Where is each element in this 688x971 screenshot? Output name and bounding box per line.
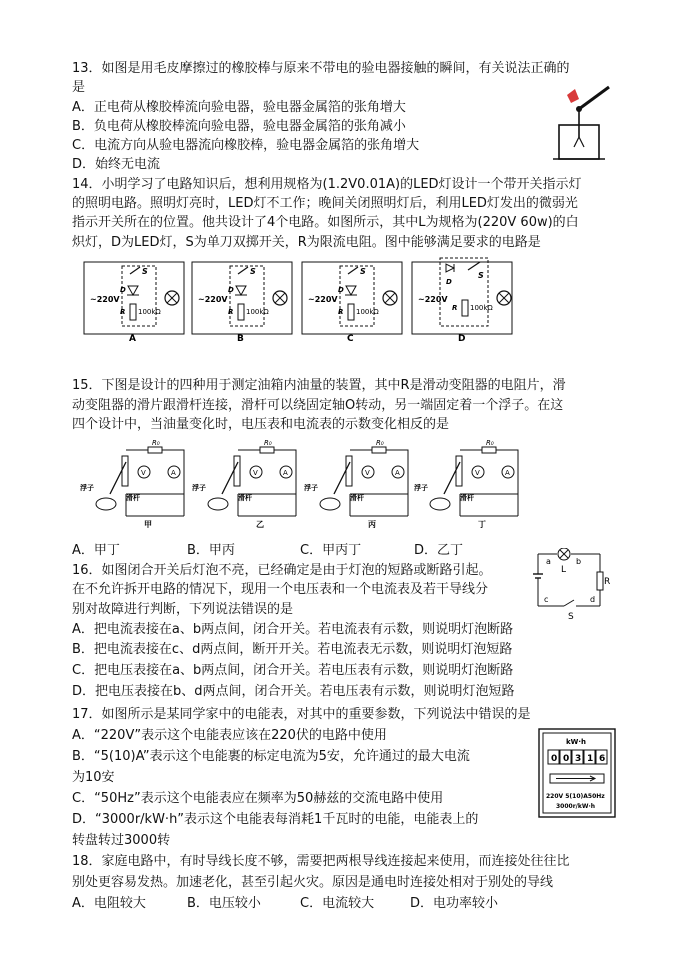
q16-lamp-label: L bbox=[561, 565, 567, 575]
q16-option-a: A．把电流表接在a、b两点间，闭合开关。若电流表有示数，则说明灯泡断路 bbox=[72, 622, 514, 637]
oil-gauge-jia bbox=[80, 438, 192, 528]
meter-digit-4: 1 bbox=[587, 754, 594, 764]
ding-r0-label: R₀ bbox=[486, 439, 494, 447]
circuit-b-led-label: D bbox=[228, 286, 234, 294]
q13-option-b: B．负电荷从橡胶棒流向验电器，验电器金属箔的张角减小 bbox=[72, 119, 406, 134]
yi-voltmeter-label: V bbox=[253, 469, 258, 477]
q13-option-d: D．始终无电流 bbox=[72, 157, 161, 172]
circuit-b-resistor-label: R bbox=[228, 308, 234, 316]
bing-float-label: 浮子 bbox=[304, 484, 318, 492]
jia-float-label: 浮子 bbox=[80, 484, 94, 492]
circuit-a-caption: A bbox=[129, 334, 136, 342]
q18-option-a: A．电阻较大 bbox=[72, 896, 146, 911]
q15-option-c: C．甲丙丁 bbox=[300, 543, 362, 558]
jia-voltmeter-label: V bbox=[141, 469, 146, 477]
circuit-c-led-label: D bbox=[338, 286, 344, 294]
oil-gauge-bing bbox=[304, 438, 416, 528]
q16-option-d: D．把电压表接在b、d两点间，闭合开关。若电压表有示数，则说明灯泡短路 bbox=[72, 684, 515, 699]
q16-point-a: a bbox=[546, 557, 551, 566]
meter-digit-2: 0 bbox=[563, 754, 570, 764]
q14-line1: 14．小明学习了电路知识后，想利用规格为(1.2V0.01A)的LED灯设计一个带开关指示灯 bbox=[72, 177, 582, 192]
q13-option-c: C．电流方向从验电器流向橡胶棒，验电器金属箔的张角增大 bbox=[72, 138, 420, 153]
bing-ammeter-label: A bbox=[395, 469, 400, 477]
circuit-c-resistor-value: 100kΩ bbox=[356, 308, 379, 316]
jia-rod-label: 滑杆 bbox=[126, 494, 140, 502]
yi-caption: 乙 bbox=[256, 520, 264, 528]
q16-line2: 在不允许拆开电路的情况下，现用一个电压表和一个电流表及若干导线分 bbox=[72, 582, 489, 597]
q13-stem-line2: 是 bbox=[72, 80, 86, 95]
q18-option-c: C．电流较大 bbox=[300, 896, 375, 911]
yi-rod-label: 滑杆 bbox=[238, 494, 252, 502]
q17-option-d-cont: 转盘转过3000转 bbox=[72, 833, 171, 848]
q18-option-d: D．电功率较小 bbox=[410, 896, 499, 911]
oil-gauge-yi bbox=[192, 438, 304, 528]
q17-option-b: B．“5(10)A”表示这个电能裹的标定电流为5安，允许通过的最大电流 bbox=[72, 749, 470, 764]
q16-option-c: C．把电压表接在a、b两点间，闭合开关。若电压表有示数，则说明灯泡断路 bbox=[72, 663, 514, 678]
bing-caption: 丙 bbox=[368, 520, 376, 528]
circuit-c-switch-label: S bbox=[360, 267, 366, 276]
circuit-b-caption: B bbox=[237, 334, 244, 342]
ding-voltmeter-label: V bbox=[475, 469, 480, 477]
circuit-d-resistor-label: R bbox=[452, 304, 458, 312]
q15-option-a: A．甲丁 bbox=[72, 543, 120, 558]
q16-circuit-figure bbox=[530, 548, 612, 620]
q17-line1: 17．如图所示是某同学家中的电能表，对其中的重要参数，下列说法中错误的是 bbox=[72, 707, 531, 722]
circuit-c-resistor-label: R bbox=[338, 308, 344, 316]
q16-point-d: d bbox=[590, 595, 596, 604]
circuit-a-source: ~220V bbox=[90, 295, 120, 304]
bing-rod-label: 滑杆 bbox=[350, 494, 364, 502]
energy-meter-figure bbox=[538, 728, 616, 818]
circuit-a-resistor-label: R bbox=[120, 308, 126, 316]
circuit-d-switch-label: S bbox=[478, 271, 484, 280]
q16-line1: 16．如图闭合开关后灯泡不亮，已经确定是由于灯泡的短路或断路引起。 bbox=[72, 563, 492, 578]
ding-ammeter-label: A bbox=[505, 469, 510, 477]
meter-digit-1: 0 bbox=[551, 754, 558, 764]
meter-spec-line2: 3000r/kW·h bbox=[556, 803, 596, 810]
circuit-d-resistor-value: 100kΩ bbox=[470, 304, 493, 312]
q13-stem-line1: 13．如图是用毛皮摩擦过的橡胶棒与原来不带电的验电器接触的瞬间，有关说法正确的 bbox=[72, 61, 570, 76]
circuit-d bbox=[406, 256, 518, 342]
ding-caption: 丁 bbox=[478, 520, 486, 528]
q14-line3: 指示开关所在的位置。他共设计了4个电路。如图所示，其中L为规格为(220V 60w)的白 bbox=[72, 215, 579, 230]
meter-digit-5: 6 bbox=[599, 754, 606, 764]
q16-line3: 别对故障进行判断，下列说法错误的是 bbox=[72, 602, 294, 617]
q15-line2: 动变阻器的滑片跟滑杆连接，滑杆可以绕固定轴O转动，另一端固定着一个浮子。在这 bbox=[72, 398, 564, 413]
circuit-d-source: ~220V bbox=[418, 295, 448, 304]
q16-point-b: b bbox=[576, 557, 582, 566]
circuit-a-switch-label: S bbox=[142, 267, 148, 276]
jia-ammeter-label: A bbox=[171, 469, 176, 477]
circuit-a-led-label: D bbox=[120, 286, 126, 294]
meter-digit-3: 3 bbox=[575, 754, 582, 764]
circuit-b bbox=[186, 258, 298, 342]
circuit-a-resistor-value: 100kΩ bbox=[138, 308, 161, 316]
circuit-a bbox=[78, 258, 190, 342]
ding-float-label: 浮子 bbox=[414, 484, 428, 492]
bing-r0-label: R₀ bbox=[376, 439, 384, 447]
q16-option-b: B．把电流表接在c、d两点间，断开开关。若电流表无示数，则说明灯泡短路 bbox=[72, 642, 513, 657]
q16-point-c: c bbox=[544, 595, 549, 604]
jia-r0-label: R₀ bbox=[152, 439, 160, 447]
jia-caption: 甲 bbox=[144, 520, 152, 528]
yi-float-label: 浮子 bbox=[192, 484, 206, 492]
electroscope-figure bbox=[545, 85, 615, 165]
q17-option-d: D．“3000r/kW·h”表示这个电能表每消耗1千瓦时的电能，电能表上的 bbox=[72, 812, 479, 827]
circuit-d-caption: D bbox=[458, 334, 466, 342]
meter-spec-line1: 220V 5(10)A50Hz bbox=[546, 793, 605, 800]
q17-option-c: C．“50Hz”表示这个电能表应在频率为50赫兹的交流电路中使用 bbox=[72, 791, 444, 806]
q13-option-a: A．正电荷从橡胶棒流向验电器，验电器金属箔的张角增大 bbox=[72, 100, 406, 115]
circuit-d-led-label: D bbox=[446, 278, 452, 286]
q14-line2: 的照明电路。照明灯亮时，LED灯不工作；晚间关闭照明灯后，利用LED灯发出的微弱光 bbox=[72, 196, 578, 211]
q15-line3: 四个设计中，当油量变化时，电压表和电流表的示数变化相反的是 bbox=[72, 417, 450, 432]
circuit-b-switch-label: S bbox=[250, 267, 256, 276]
meter-unit: kW·h bbox=[566, 738, 587, 746]
ding-rod-label: 滑杆 bbox=[460, 494, 474, 502]
q14-line4: 炽灯，D为LED灯，S为单刀双掷开关，R为限流电阻。图中能够满足要求的电路是 bbox=[72, 235, 541, 250]
bing-voltmeter-label: V bbox=[365, 469, 370, 477]
q15-line1: 15．下图是设计的四种用于测定油箱内油量的装置，其中R是滑动变阻器的电阻片，滑 bbox=[72, 378, 566, 393]
circuit-b-resistor-value: 100kΩ bbox=[246, 308, 269, 316]
circuit-c-source: ~220V bbox=[308, 295, 338, 304]
q15-option-d: D．乙丁 bbox=[414, 543, 464, 558]
q17-option-b-cont: 为10安 bbox=[72, 770, 115, 785]
oil-gauge-ding bbox=[414, 438, 526, 528]
circuit-c bbox=[296, 258, 408, 342]
q18-line1: 18．家庭电路中，有时导线长度不够，需要把两根导线连接起来使用，而连接处往往比 bbox=[72, 854, 570, 869]
q18-line2: 别处更容易发热。加速老化，甚至引起火灾。原因是通电时连接处相对于别处的导线 bbox=[72, 875, 554, 890]
q15-option-b: B．甲丙 bbox=[187, 543, 235, 558]
q18-option-b: B．电压较小 bbox=[187, 896, 261, 911]
yi-ammeter-label: A bbox=[283, 469, 288, 477]
circuit-b-source: ~220V bbox=[198, 295, 228, 304]
q16-switch-label: S bbox=[568, 612, 574, 620]
circuit-c-caption: C bbox=[347, 334, 354, 342]
q16-resistor-label: R bbox=[604, 577, 611, 587]
q17-option-a: A．“220V”表示这个电能表应该在220伏的电路中使用 bbox=[72, 728, 387, 743]
yi-r0-label: R₀ bbox=[264, 439, 272, 447]
